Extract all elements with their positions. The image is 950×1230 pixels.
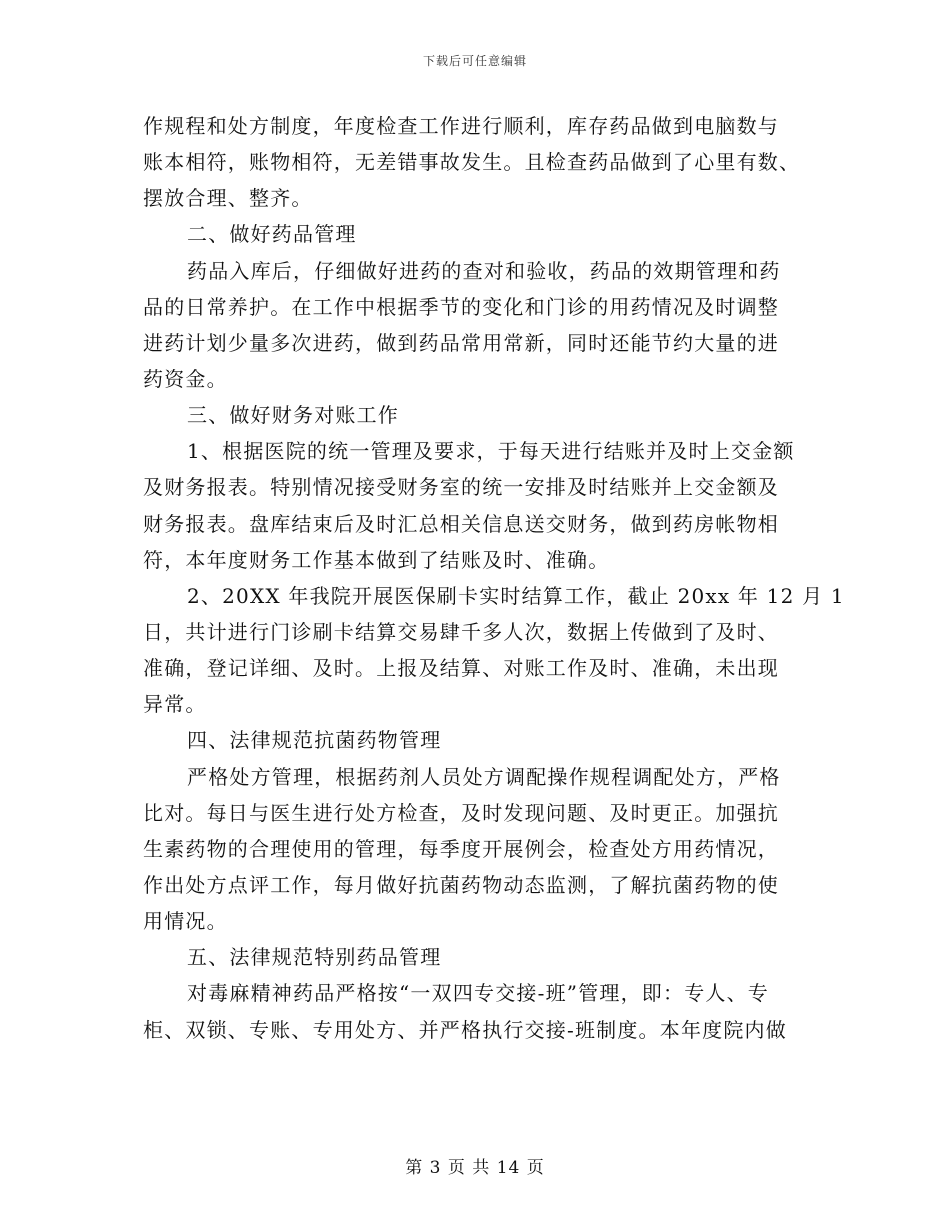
- text-line: 五、法律规范特别药品管理: [187, 945, 442, 970]
- text-line: 日，共计进行门诊刷卡结算交易肆千多人次，数据上传做到了及时、: [143, 619, 779, 644]
- text-line: 柜、双锁、专账、专用处方、并严格执行交接-班制度。本年度院内做: [143, 1017, 787, 1042]
- text-line: 作规程和处方制度，年度检查工作进行顺利，库存药品做到电脑数与: [143, 114, 779, 138]
- text-line: 准确，登记详细、及时。上报及结算、对账工作及时、准确，未出现: [143, 656, 779, 681]
- text-line: 比对。每日与医生进行处方检查，及时发现问题、及时更正。加强抗: [143, 800, 779, 825]
- text-line: 四、法律规范抗菌药物管理: [187, 728, 442, 753]
- text-line: 作出处方点评工作，每月做好抗菌药物动态监测，了解抗菌药物的使: [143, 872, 779, 897]
- text-line: 2、20XX 年我院开展医保刷卡实时结算工作，截止 20xx 年 12 月 1: [187, 583, 845, 608]
- text-line: 二、做好药品管理: [187, 222, 357, 247]
- text-line: 符，本年度财务工作基本做到了结账及时、准确。: [143, 547, 610, 572]
- text-line: 对毒麻精神药品严格按“一双四专交接-班”管理，即：专人、专: [187, 981, 770, 1006]
- text-line: 严格处方管理，根据药剂人员处方调配操作规程调配处方，严格: [187, 764, 781, 789]
- text-line: 进药计划少量多次进药，做到药品常用常新，同时还能节约大量的进: [143, 330, 779, 355]
- text-line: 三、做好财务对账工作: [187, 403, 399, 428]
- text-line: 药品入库后，仔细做好进药的查对和验收，药品的效期管理和药: [187, 258, 781, 283]
- text-line: 摆放合理、整齐。: [143, 186, 313, 211]
- text-line: 账本相符，账物相符，无差错事故发生。且检查药品做到了心里有数、: [143, 150, 801, 175]
- text-line: 品的日常养护。在工作中根据季节的变化和门诊的用药情况及时调整: [143, 294, 779, 319]
- text-line: 生素药物的合理使用的管理，每季度开展例会，检查处方用药情况，: [143, 836, 779, 861]
- text-line: 及财务报表。特别情况接受财务室的统一安排及时结账并上交金额及: [143, 475, 779, 500]
- text-line: 1、根据医院的统一管理及要求，于每天进行结账并及时上交金额: [187, 439, 795, 464]
- text-line: 财务报表。盘库结束后及时汇总相关信息送交财务，做到药房帐物相: [143, 511, 779, 536]
- text-line: 用情况。: [143, 909, 228, 934]
- text-line: 药资金。: [143, 366, 228, 391]
- page-number: 第 3 页 共 14 页: [405, 1158, 545, 1178]
- text-line: 异常。: [143, 692, 207, 717]
- document-body: [143, 108, 845, 1048]
- page-header: 下载后可任意编辑: [422, 54, 527, 68]
